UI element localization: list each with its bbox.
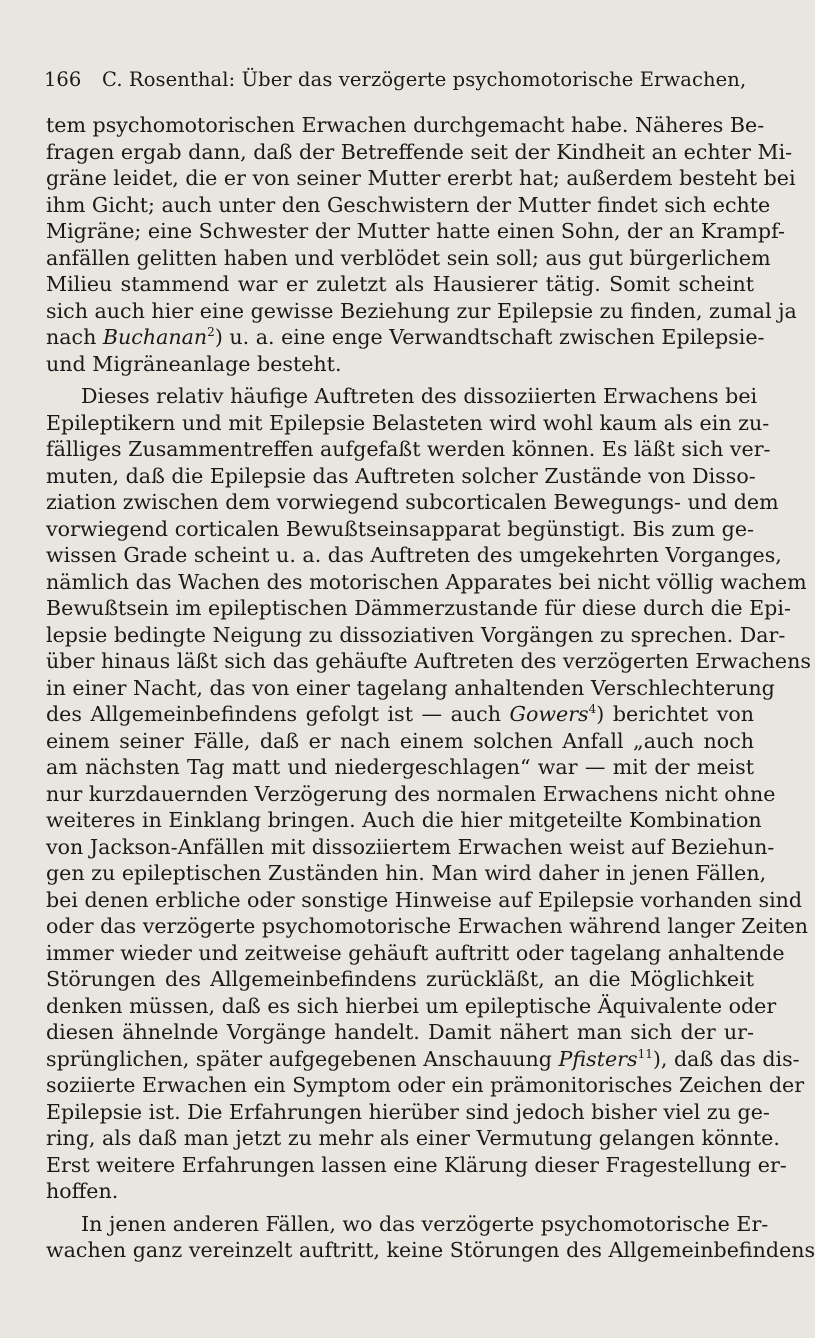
author-name: Buchanan [102,325,208,349]
text-line [46,298,797,325]
text-line [46,622,786,649]
text-fragment: Bewußtsein im epileptischen Dämmerzustande für diese durch die Epi- [46,596,791,620]
reference-superscript: 4 [588,702,597,716]
author-name: Gowers [509,702,589,726]
text-fragment: gräne leidet, die er von seiner Mutter ererbt hat; außerdem besteht bei [46,166,796,190]
text-fragment: ), daß das dis- [652,1046,800,1071]
text-fragment: weiteres in Einklang bringen. Auch die hier mitgeteilte Kombination [46,808,762,832]
text-line [46,701,754,728]
text-line [46,410,770,437]
page-number: 166 [44,68,82,91]
text-line [46,754,754,781]
text-line [46,887,803,914]
text-fragment: ihm Gicht; auch unter den Geschwistern der Mutter findet sich echte [46,192,771,217]
text-line [46,218,785,245]
text-fragment: gen zu epileptischen Zuständen hin. Man wird daher in jenen Fällen, [46,861,767,885]
text-line [46,1046,800,1073]
text-fragment: anfällen gelitten haben und verblödet sein soll; aus gut bürgerlichem [46,245,771,270]
text-line [46,675,775,702]
text-line [46,834,775,861]
text-line [46,324,765,351]
text-fragment: Epilepsie ist. Die Erfahrungen hierüber sind jedoch bisher viel zu ge- [46,1099,770,1124]
text-line [46,436,771,463]
text-line [46,807,762,834]
author-name: Pfisters [558,1046,638,1071]
text-fragment: Störungen des Allgemeinbefindens zurückläßt, an die Möglichkeit [46,967,754,991]
reference-superscript: 2 [207,325,215,339]
text-fragment: fälliges Zusammentreffen aufgefaßt werden können. Es läßt sich ver- [46,437,771,461]
text-fragment: fragen ergab dann, daß der Betreffende seit der Kindheit an echter Mi- [46,139,793,164]
text-fragment: einem seiner Fälle, daß er nach einem solchen Anfall „auch noch [46,728,754,753]
text-line [46,351,754,378]
text-line [46,245,771,272]
text-line [46,940,785,967]
text-line [46,569,807,596]
reference-superscript: 11 [637,1046,653,1061]
text-fragment: denken müssen, daß es sich hierbei um epileptische Äquivalente oder [46,993,777,1018]
text-fragment: über hinaus läßt sich das gehäufte Auftreten des verzögerten Erwachens [46,649,811,673]
text-fragment: ziation zwischen dem vorwiegend subcorticalen Bewegungs- und dem [46,490,779,514]
text-line [46,1152,787,1179]
text-fragment: immer wieder und zeitweise gehäuft auftritt oder tagelang anhaltende [46,940,785,965]
text-fragment: bei denen erbliche oder sonstige Hinweise auf Epilepsie vorhanden sind [46,887,803,912]
text-fragment: sich auch hier eine gewisse Beziehung zur Epilepsie zu finden, zumal ja [46,298,797,323]
text-fragment: vorwiegend corticalen Bewußtseinsapparat begünstigt. Bis zum ge- [46,516,754,541]
text-fragment: wachen ganz vereinzelt auftritt, keine Störungen des Allgemeinbefindens [46,1238,815,1262]
paragraph [46,112,797,377]
text-line [46,993,777,1020]
text-fragment: am nächsten Tag matt und niedergeschlagen“ war — mit der meist [46,755,754,779]
text-line [46,1211,769,1238]
text-fragment: Epileptikern und mit Epilepsie Belasteten wird wohl kaum als ein zu- [46,410,770,435]
text-line [46,648,811,675]
text-line [46,595,791,622]
text-line [46,860,767,887]
text-line [46,966,754,993]
text-fragment: in einer Nacht, das von einer tagelang anhaltenden Verschlechterung [46,675,775,700]
text-line [46,1072,805,1099]
text-fragment: muten, daß die Epilepsie das Auftreten solcher Zustände von Disso- [46,463,756,488]
text-line [46,1019,754,1046]
text-line [46,383,758,410]
text-fragment: soziierte Erwachen ein Symptom oder ein prämonitorisches Zeichen der [46,1073,805,1097]
text-fragment: des Allgemeinbefindens gefolgt ist — auch [46,702,510,726]
text-fragment: nach [46,325,103,349]
text-fragment: wissen Grade scheint u. a. das Auftreten des umgekehrten Vorganges, [46,543,782,567]
text-line [46,728,754,755]
text-line [46,192,771,219]
text-fragment: Migräne; eine Schwester der Mutter hatte einen Sohn, der an Krampf- [46,219,785,243]
text-line [46,489,779,516]
text-line [46,913,809,940]
text-fragment: nämlich das Wachen des motorischen Apparates bei nicht völlig wachem [46,569,807,594]
text-line [46,271,754,298]
text-line [46,112,765,139]
running-header [44,66,756,94]
paragraph [46,383,811,1205]
text-line [46,1125,780,1152]
text-line [46,165,796,192]
text-fragment: sprünglichen, später aufgegebenen Anschauung [46,1046,559,1071]
text-line [46,1099,770,1126]
text-fragment: In jenen anderen Fällen, wo das verzögerte psychomotorische Er- [81,1211,769,1236]
text-fragment: ring, als daß man jetzt zu mehr als einer Vermutung gelangen könnte. [46,1126,780,1150]
running-title: C. Rosenthal: Über das verzögerte psychomotorische Erwachen, [102,68,747,91]
text-fragment: ) berichtet von [596,702,754,726]
text-line [46,781,776,808]
paragraph [46,1211,815,1264]
text-fragment: nur kurzdauernden Verzögerung des normalen Erwachens nicht ohne [46,781,776,806]
text-line [46,516,754,543]
text-fragment: hoffen. [46,1179,119,1203]
text-fragment: Dieses relativ häufige Auftreten des dissoziierten Erwachens bei [81,384,758,408]
text-fragment: ) u. a. eine enge Verwandtschaft zwischen Epilepsie- [214,325,765,349]
text-line [46,1237,815,1264]
text-fragment: und Migräneanlage besteht. [46,351,342,376]
text-fragment: diesen ähnelnde Vorgänge handelt. Damit nähert man sich der ur- [46,1020,754,1044]
text-fragment: Erst weitere Erfahrungen lassen eine Klärung dieser Fragestellung er- [46,1152,787,1177]
text-fragment: von Jackson-Anfällen mit dissoziiertem Erwachen weist auf Beziehun- [46,834,775,859]
text-fragment: lepsie bedingte Neigung zu dissoziativen Vorgängen zu sprechen. Dar- [46,622,786,647]
text-line [46,139,793,166]
text-line [46,463,754,490]
text-line [46,542,782,569]
text-fragment: tem psychomotorischen Erwachen durchgemacht habe. Näheres Be- [46,113,765,137]
text-fragment: oder das verzögerte psychomotorische Erwachen während langer Zeiten [46,914,809,938]
body-text [46,112,815,1264]
text-fragment: Milieu stammend war er zuletzt als Hausierer tätig. Somit scheint [46,272,754,296]
text-line [46,1178,754,1205]
